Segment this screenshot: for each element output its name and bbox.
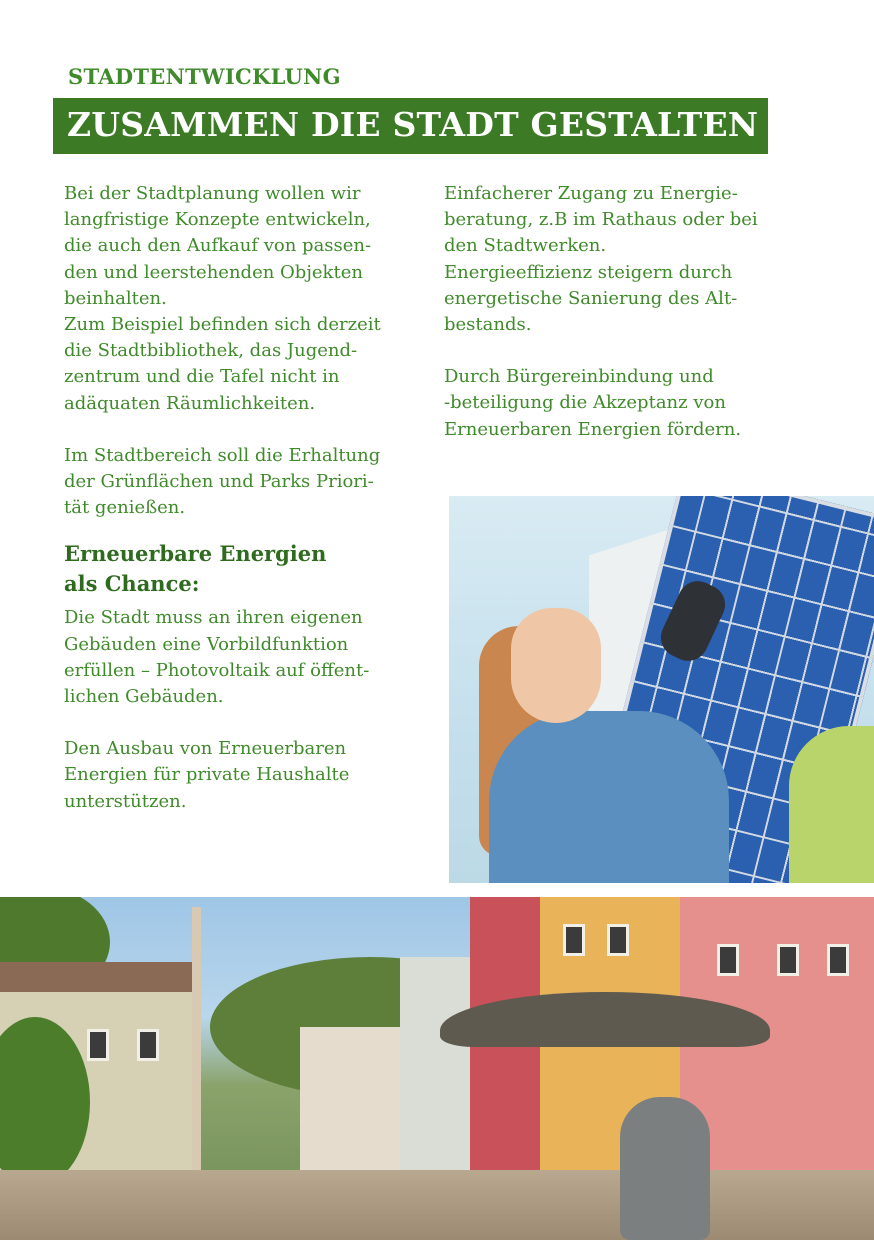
text-line: Im Stadtbereich soll die Erhaltung	[64, 444, 381, 466]
text-line: den und leerstehenden Objekten	[64, 261, 363, 283]
section-kicker: STADTENTWICKLUNG	[68, 64, 341, 89]
maypole	[192, 907, 201, 1207]
window	[830, 947, 846, 973]
text-line: -beteiligung die Akzeptanz von	[444, 392, 726, 414]
text-line: lichen Gebäuden.	[64, 686, 224, 708]
text-line: Den Ausbau von Erneuerbaren	[64, 738, 347, 760]
window	[780, 947, 796, 973]
building-grey	[400, 957, 475, 1197]
text-line: adäquaten Räumlichkeiten.	[64, 392, 316, 414]
woman-shirt	[489, 711, 729, 883]
town-square-photo	[0, 897, 874, 1240]
subheading-line: Erneuerbare Energien	[64, 541, 327, 567]
text-line: beinhalten.	[64, 287, 167, 309]
text-line: Durch Bürgereinbindung und	[444, 366, 714, 388]
text-line: langfristige Konzepte entwickeln,	[64, 209, 371, 231]
text-line: Bei der Stadtplanung wollen wir	[64, 183, 361, 204]
text-line: Einfacherer Zugang zu Energie-	[444, 183, 738, 204]
street	[0, 1170, 874, 1240]
text-line: Energien für private Haushalte	[64, 764, 350, 786]
paragraph-gruenflaechen	[64, 443, 424, 522]
subheading-erneuerbare-energien	[64, 539, 424, 599]
left-column	[64, 181, 424, 815]
paragraph-vorbildfunktion	[64, 605, 424, 710]
window	[720, 947, 736, 973]
text-line: energetische Sanierung des Alt-	[444, 287, 738, 309]
paragraph-buergereinbindung	[444, 364, 804, 443]
window	[610, 927, 626, 953]
second-person-shirt	[789, 726, 874, 883]
paragraph-stadtplanung	[64, 181, 424, 417]
text-line: Erneuerbaren Energien fördern.	[444, 418, 742, 440]
text-line: der Grünflächen und Parks Priori-	[64, 471, 374, 493]
text-line: Gebäuden eine Vorbildfunktion	[64, 633, 349, 655]
text-line: beratung, z.B im Rathaus oder bei	[444, 209, 758, 231]
text-line: die auch den Aufkauf von passen-	[64, 235, 372, 257]
title-bar	[53, 98, 768, 154]
text-line: Energieeffizienz steigern durch	[444, 261, 733, 283]
text-line: Zum Beispiel befinden sich derzeit	[64, 314, 381, 336]
text-line: Die Stadt muss an ihren eigenen	[64, 607, 363, 629]
paragraph-private-haushalte	[64, 736, 424, 815]
window	[566, 927, 582, 953]
text-line: bestands.	[444, 314, 532, 336]
text-line: unterstützen.	[64, 790, 187, 812]
woman-face	[511, 608, 601, 723]
text-line: zentrum und die Tafel nicht in	[64, 366, 340, 388]
text-line: die Stadtbibliothek, das Jugend-	[64, 340, 358, 362]
page-title: ZUSAMMEN DIE STADT GESTALTEN	[67, 105, 759, 144]
paragraph-energieberatung	[444, 181, 804, 338]
text-line: tät genießen.	[64, 497, 186, 519]
text-line: den Stadtwerken.	[444, 235, 607, 257]
window	[140, 1032, 156, 1058]
subheading-line: als Chance:	[64, 571, 200, 597]
text-line: erfüllen – Photovoltaik auf öffent-	[64, 659, 370, 681]
fountain-statue	[620, 1097, 710, 1240]
window	[90, 1032, 106, 1058]
roof-left	[0, 962, 200, 992]
right-column	[444, 181, 804, 443]
solar-panel-photo	[449, 496, 874, 883]
